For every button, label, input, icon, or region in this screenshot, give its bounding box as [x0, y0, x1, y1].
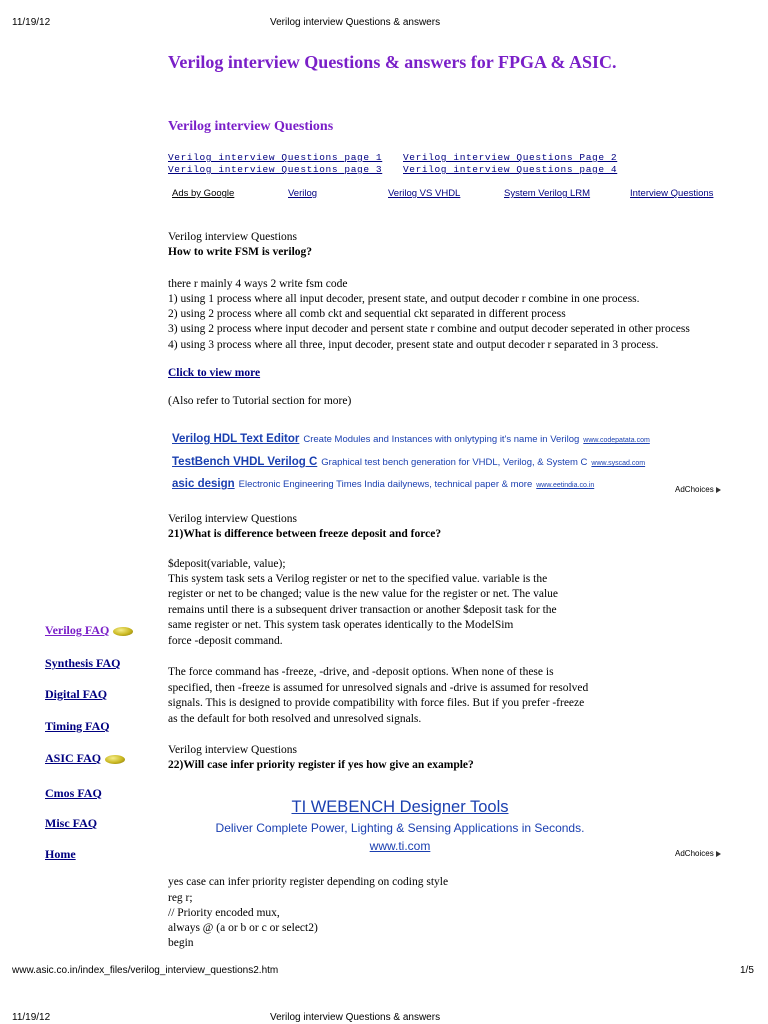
- view-more-link[interactable]: Click to view more: [168, 367, 261, 379]
- q21-line-3: register or net to be changed; value is the new value for the register or net. The value: [168, 588, 559, 600]
- text-ad-3[interactable]: [172, 474, 594, 492]
- ad-link-system-verilog-lrm[interactable]: System Verilog LRM: [504, 188, 591, 199]
- sidebar-item-verilog-faq[interactable]: [45, 623, 133, 638]
- q1-item-2: 2) using 2 process where all comb ckt and sequential ckt separated in different process: [168, 308, 566, 320]
- sidebar-item-label: ASIC FAQ: [45, 751, 102, 765]
- q21-line-10: as the default for both resolved and unresolved signals.: [168, 713, 422, 725]
- big-ad-url[interactable]: www.ti.com: [369, 839, 431, 853]
- text-ad-1-title[interactable]: Verilog HDL Text Editor: [172, 433, 300, 445]
- ad-link-verilog-vs-vhdl[interactable]: Verilog VS VHDL: [388, 188, 461, 199]
- text-ad-2[interactable]: [172, 452, 645, 470]
- adchoices-2[interactable]: [675, 849, 721, 858]
- next-print-title: Verilog interview Questions & answers: [270, 1012, 441, 1023]
- code-line-2: reg r;: [168, 892, 193, 904]
- adchoices-1[interactable]: [675, 485, 721, 494]
- q21-line-4: remains until there is a subsequent driver transaction or another $deposit task for the: [168, 604, 557, 616]
- sidebar-item-digital-faq[interactable]: Digital FAQ: [45, 687, 108, 701]
- text-ad-1[interactable]: [172, 429, 650, 447]
- q1-intro: there r mainly 4 ways 2 write fsm code: [168, 278, 348, 290]
- print-title: Verilog interview Questions & answers: [270, 17, 441, 28]
- next-print-date: 11/19/12: [12, 1012, 51, 1023]
- q21-line-9: signals. This is designed to provide compatibility with force files. But if you prefer -freeze: [168, 697, 585, 709]
- new-badge-icon: [105, 755, 125, 764]
- q21-line-5: same register or net. This system task operates identically to the ModelSim: [168, 619, 514, 631]
- q1-item-3: 3) using 2 process where input decoder and persent state r combine and output decoder seperated in other process: [168, 323, 690, 335]
- q21-question: 21)What is difference between freeze deposit and force?: [168, 528, 442, 540]
- text-ad-1-desc: Create Modules and Instances with onlytyping it's name in Verilog: [303, 434, 580, 445]
- sidebar-item-label: Verilog FAQ: [45, 623, 110, 637]
- adchoices-1-label: AdChoices: [675, 485, 714, 494]
- adchoices-2-label: AdChoices: [675, 849, 714, 858]
- page-link-1[interactable]: Verilog interview Questions page 1: [168, 152, 383, 163]
- q22-label: Verilog interview Questions: [168, 744, 298, 756]
- text-ad-3-url[interactable]: www.eetindia.co.in: [536, 482, 595, 489]
- text-ad-1-url[interactable]: www.codepatata.com: [583, 437, 650, 444]
- q22-question: 22)Will case infer priority register if yes how give an example?: [168, 759, 474, 771]
- page-link-2[interactable]: Verilog interview Questions Page 2: [403, 152, 618, 163]
- print-url: www.asic.co.in/index_files/verilog_interview_questions2.htm: [12, 965, 279, 976]
- q21-line-1: $deposit(variable, value);: [168, 558, 286, 570]
- page-subtitle: Verilog interview Questions: [168, 119, 334, 134]
- sidebar-item-timing-faq[interactable]: Timing FAQ: [45, 719, 110, 733]
- sidebar-item-misc-faq[interactable]: Misc FAQ: [45, 816, 98, 830]
- text-ad-2-desc: Graphical test bench generation for VHDL, Verilog, & System C: [321, 457, 588, 468]
- page-link-3[interactable]: Verilog interview Questions page 3: [168, 164, 383, 175]
- q1-item-1: 1) using 1 process where all input decoder, present state, and output decoder r combine in one process.: [168, 293, 640, 305]
- sidebar-item-cmos-faq[interactable]: Cmos FAQ: [45, 786, 102, 800]
- code-line-5: begin: [168, 937, 194, 949]
- text-ad-2-url[interactable]: www.syscad.com: [591, 460, 646, 467]
- ads-by-google[interactable]: Ads by Google: [172, 188, 235, 199]
- q1-question: How to write FSM is verilog?: [168, 246, 313, 258]
- q1-item-4: 4) using 3 process where all three, input decoder, present state and output decoder r separated in 3 process.: [168, 339, 659, 351]
- print-date: 11/19/12: [12, 17, 51, 28]
- page-link-4[interactable]: Verilog interview Questions page 4: [403, 164, 618, 175]
- q21-line-8: specified, then -freeze is assumed for unresolved signals and -drive is assumed for resolved: [168, 682, 589, 694]
- q1-label: Verilog interview Questions: [168, 231, 298, 243]
- sidebar-item-home[interactable]: Home: [45, 847, 76, 861]
- sidebar-item-synthesis-faq[interactable]: Synthesis FAQ: [45, 656, 121, 670]
- adchoices-1-icon: [716, 487, 721, 493]
- text-ad-3-title[interactable]: asic design: [172, 478, 235, 490]
- page-title: Verilog interview Questions & answers for FPGA & ASIC.: [168, 52, 617, 72]
- print-page-number: 1/5: [740, 965, 754, 976]
- big-ad-title[interactable]: TI WEBENCH Designer Tools: [291, 798, 509, 816]
- code-line-3: // Priority encoded mux,: [168, 907, 280, 919]
- text-ad-3-desc: Electronic Engineering Times India dailynews, technical paper & more: [238, 479, 533, 490]
- adchoices-2-icon: [716, 851, 721, 857]
- q21-line-6: force -deposit command.: [168, 635, 283, 647]
- sidebar-item-asic-faq[interactable]: [45, 751, 125, 766]
- big-ad-desc: Deliver Complete Power, Lighting & Sensing Applications in Seconds.: [215, 821, 585, 835]
- tutorial-note: (Also refer to Tutorial section for more): [168, 395, 352, 407]
- q21-label: Verilog interview Questions: [168, 513, 298, 525]
- code-line-1: yes case can infer priority register depending on coding style: [168, 876, 449, 888]
- code-line-4: always @ (a or b or c or select2): [168, 922, 318, 934]
- q21-line-2: This system task sets a Verilog register or net to the specified value. variable is the: [168, 573, 548, 585]
- q21-line-7: The force command has -freeze, -drive, and -deposit options. When none of these is: [168, 666, 554, 678]
- ad-link-interview-questions[interactable]: Interview Questions: [630, 188, 714, 199]
- new-badge-icon: [113, 627, 133, 636]
- text-ad-2-title[interactable]: TestBench VHDL Verilog C: [172, 456, 318, 468]
- ad-link-verilog[interactable]: Verilog: [288, 188, 318, 199]
